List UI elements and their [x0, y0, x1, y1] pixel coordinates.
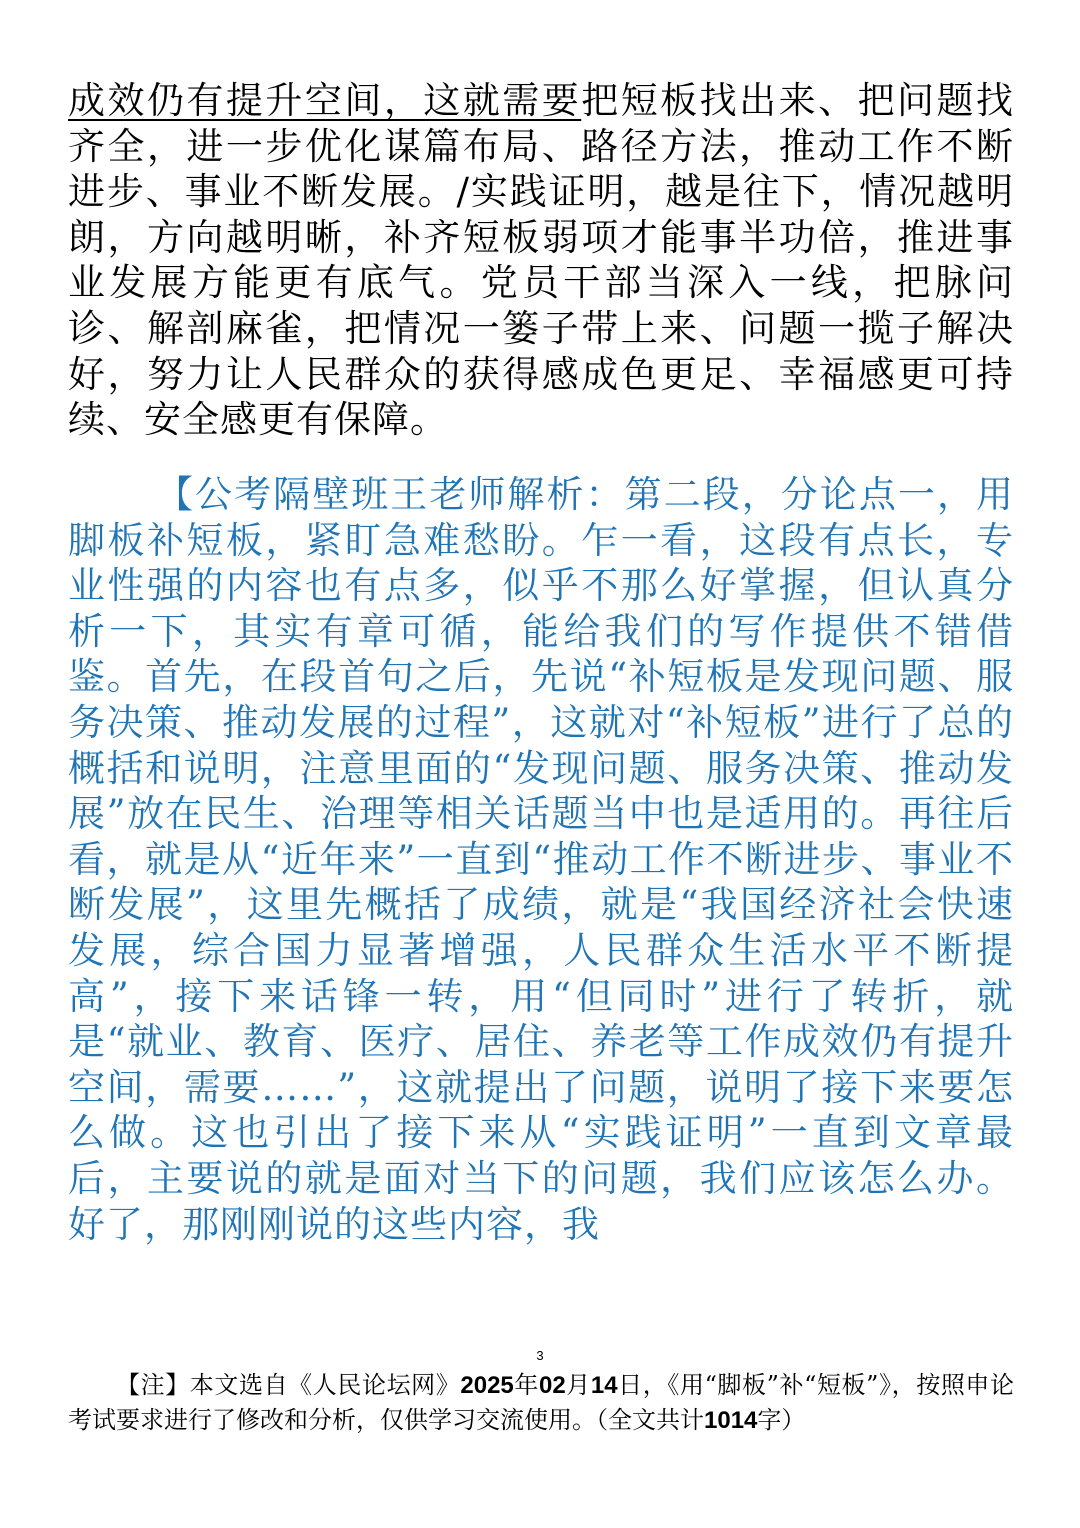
body-paragraph	[68, 78, 1014, 443]
footnote-word-unit: 字）	[757, 1406, 806, 1434]
underlined-phrase: 成效仍有提升空间，这就需要	[68, 79, 582, 122]
footnote-year: 2025	[460, 1372, 514, 1399]
footnote-source: 【注】本文选自《人民论坛网》	[116, 1371, 461, 1399]
body-paragraph-text: 把短板找出来、把问题找齐全，进一步优化谋篇布局、路径方法，推动工作不断进步、事业不断发展。/实践证明，越是往下，情况越明朗，方向越明晰，补齐短板弱项才能事半功倍，推进事业发展方能更有底气。党员干部当深入一线，把脉问诊、解剖麻雀，把情况一篓子带上来、问题一揽子解决好，努力让人民群众的获得感成色更足、幸福感更可持续、安全感更有保障。	[68, 79, 1015, 442]
footnote-word-count: 1014	[704, 1407, 758, 1434]
footnote-description: 日，《用“脚板”补“短板”》，按照申论考试要求进行了修改和分析，仅供学习交流使用。（全文共计	[68, 1371, 1015, 1434]
footnote-month-unit: 月	[565, 1371, 591, 1399]
footnote	[68, 1368, 1014, 1438]
footnote-month: 02	[538, 1372, 566, 1399]
page-number: 3	[536, 1348, 544, 1363]
footnote-day: 14	[590, 1372, 618, 1399]
analysis-paragraph: 【公考隔壁班王老师解析：第二段，分论点一，用脚板补短板，紧盯急难愁盼。乍一看，这段有点长，专业性强的内容也有点多，似乎不那么好掌握，但认真分析一下，其实有章可循，能给我们的写作提供不错借鉴。首先，在段首句之后，先说“补短板是发现问题、服务决策、推动发展的过程”，这就对“补短板”进行了总的概括和说明，注意里面的“发现问题、服务决策、推动发展”放在民生、治理等相关话题当中也是适用的。再往后看，就是从“近年来”一直到“推动工作不断进步、事业不断发展”，这里先概括了成绩，就是“我国经济社会快速发展，综合国力显著增强，人民群众生活水平不断提高”，接下来话锋一转，用“但同时”进行了转折，就是“就业、教育、医疗、居住、养老等工作成效仍有提升空间，需要……”，这就提出了问题，说明了接下来要怎么做。这也引出了接下来从“实践证明”一直到文章最后，主要说的就是面对当下的问题，我们应该怎么办。好了，那刚刚说的这些内容，我	[68, 473, 1014, 1246]
footnote-year-unit: 年	[513, 1371, 539, 1399]
